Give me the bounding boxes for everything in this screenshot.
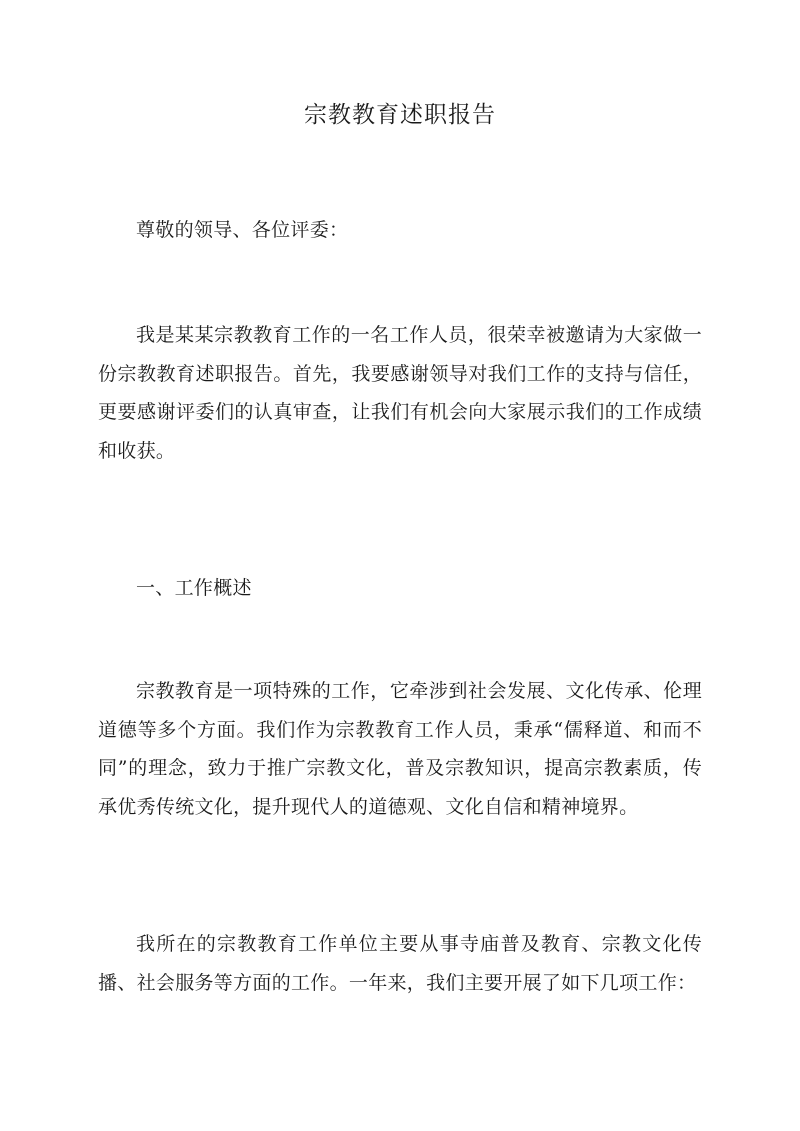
page-title: 宗教教育述职报告 xyxy=(304,102,496,128)
section-heading-overview: 一、工作概述 xyxy=(136,577,252,599)
salutation: 尊敬的领导、各位评委： xyxy=(136,219,349,241)
intro-paragraph: 我是某某宗教教育工作的一名工作人员，很荣幸被邀请为大家做一份宗教教育述职报告。首先，我要感谢领导对我们工作的支持与信任，更要感谢评委们的认真审查，让我们有机会向大家展示我们的工作成绩和收获。 xyxy=(98,324,702,462)
overview-paragraph-1: 宗教教育是一项特殊的工作，它牵涉到社会发展、文化传承、伦理道德等多个方面。我们作为宗教教育工作人员，秉承“儒释道、和而不同”的理念，致力于推广宗教文化，普及宗教知识，提高宗教素质，传承优秀传统文化，提升现代人的道德观、文化自信和精神境界。 xyxy=(98,680,702,818)
overview-paragraph-2: 我所在的宗教教育工作单位主要从事寺庙普及教育、宗教文化传播、社会服务等方面的工作。一年来，我们主要开展了如下几项工作： xyxy=(98,933,702,994)
